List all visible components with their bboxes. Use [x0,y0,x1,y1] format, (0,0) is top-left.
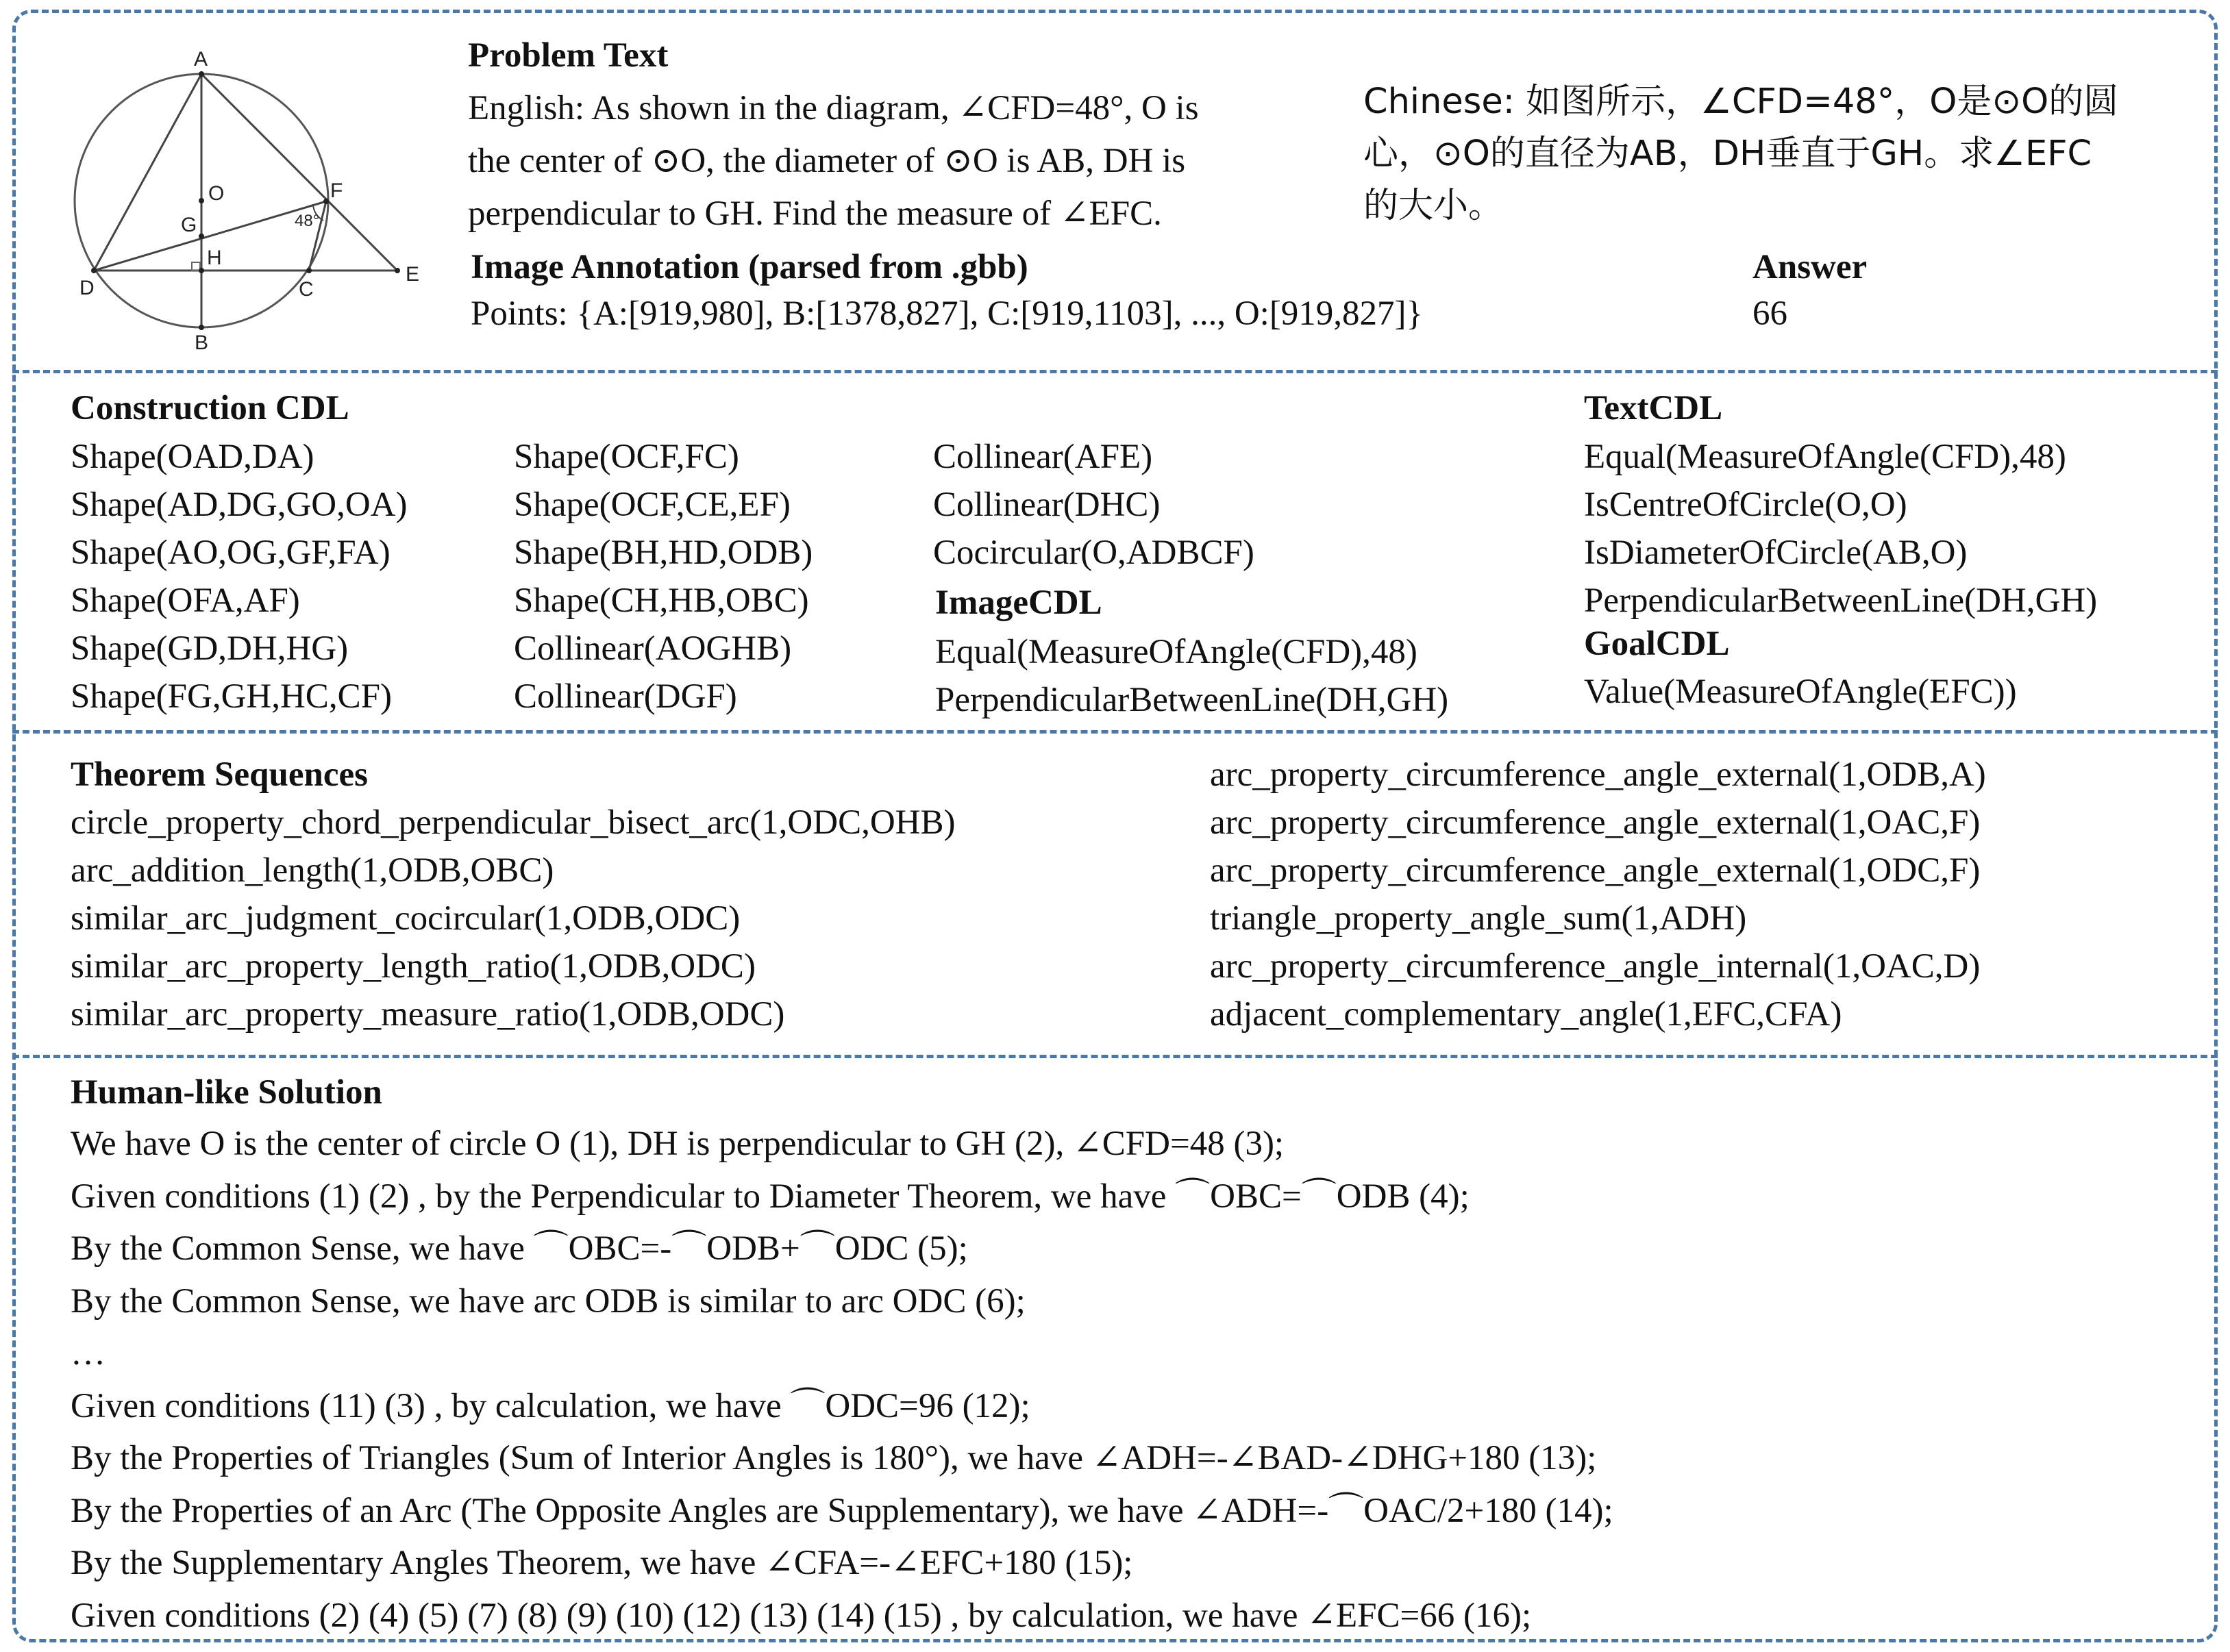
solution-line: … [71,1334,106,1373]
cdl-item: Shape(BH,HD,ODB) [514,534,813,572]
theorem-item: arc_addition_length(1,ODB,OBC) [71,851,554,890]
chinese-line: 的大小。 [1363,186,1504,226]
chinese-line: Chinese: 如图所示，∠CFD=48°，O是⊙O的圆 [1363,82,2119,122]
section-divider-1 [12,370,2218,373]
cdl-item: Equal(MeasureOfAngle(CFD),48) [1584,438,2066,476]
theorem-item: similar_arc_property_measure_ratio(1,ODB,ODC) [71,995,785,1034]
cdl-item: Shape(GD,DH,HG) [71,629,349,668]
cdl-item: Cocircular(O,ADBCF) [933,534,1254,572]
section-divider-2 [12,730,2218,734]
cdl-item: IsCentreOfCircle(O,O) [1584,486,1907,524]
annotation-text: Points: {A:[919,980], B:[1378,827], C:[919,1103], ..., O:[919,827]} [471,295,1424,333]
construction-col-2 [514,433,813,721]
solution-heading: Human-like Solution [71,1073,382,1112]
solution-line: We have O is the center of circle O (1), DH is perpendicular to GH (2), ∠CFD=48 (3); [71,1125,1285,1163]
theorem-item: similar_arc_property_length_ratio(1,ODB,ODC) [71,947,756,986]
cdl-item: Shape(FG,GH,HC,CF) [71,677,392,716]
solution-line: Given conditions (1) (2) , by the Perpendicular to Diameter Theorem, we have ⌒OBC=⌒ODB (4); [71,1177,1470,1216]
solution-line: By the Common Sense, we have ⌒OBC=-⌒ODB+⌒ODC (5); [71,1229,968,1268]
cdl-item: Collinear(AFE) [933,438,1153,476]
goal-cdl-items [1584,668,2017,716]
cdl-item: Collinear(DHC) [933,486,1161,524]
theorem-item: circle_property_chord_perpendicular_bisect_arc(1,ODC,OHB) [71,803,956,842]
label-h: H [207,247,222,269]
solution-line: By the Supplementary Angles Theorem, we have ∠CFA=-∠EFC+180 (15); [71,1544,1133,1582]
english-line: English: As shown in the diagram, ∠CFD=48°, O is [468,89,1199,127]
label-c: C [299,278,314,301]
text-cdl-items [1584,433,2097,625]
label-b: B [195,331,209,354]
right-angle-mark [192,262,200,271]
english-line: perpendicular to GH. Find the measure of ∠EFC. [468,195,1162,233]
cdl-item: Shape(OCF,FC) [514,438,739,476]
text-cdl-heading: TextCDL [1584,389,1723,427]
label-d: D [79,277,95,299]
label-o: O [208,182,225,205]
english-text [468,82,1199,240]
theorem-item: arc_property_circumference_angle_internal(1,OAC,D) [1210,947,1981,986]
section-divider-3 [12,1055,2218,1058]
problem-heading: Problem Text [468,36,669,75]
theorem-right-column [1210,751,1986,1038]
solution-line: By the Properties of Triangles (Sum of Interior Angles is 180°), we have ∠ADH=-∠BAD-∠DHG+180 (13); [71,1439,1597,1477]
cdl-item: Shape(AO,OG,GF,FA) [71,534,391,572]
theorem-item: adjacent_complementary_angle(1,EFC,CFA) [1210,995,1842,1034]
english-line: the center of ⊙O, the diameter of ⊙O is AB, DH is [468,142,1186,180]
theorem-heading: Theorem Sequences [71,755,368,794]
solution-line: Given conditions (2) (4) (5) (7) (8) (9) (10) (12) (13) (14) (15) , by calculation, we have ∠EFC=66 (16); [71,1596,1532,1635]
theorem-item: arc_property_circumference_angle_external(1,ODB,A) [1210,755,1986,794]
solution-lines [71,1118,1613,1642]
cdl-item: Collinear(DGF) [514,677,737,716]
angle-label: 48° [295,212,320,230]
construction-col-3 [933,433,1254,577]
cdl-item: PerpendicularBetweenLine(DH,GH) [1584,581,2098,620]
cdl-item: Shape(OFA,AF) [71,581,300,620]
solution-line: Given conditions (11) (3) , by calculation, we have ⌒ODC=96 (12); [71,1386,1030,1425]
cdl-item: Value(MeasureOfAngle(EFC)) [1584,673,2017,711]
image-cdl-heading: ImageCDL [935,584,1102,622]
label-a: A [194,48,208,71]
chinese-text [1363,76,2118,232]
annotation-heading: Image Annotation (parsed from .gbb) [471,248,1028,286]
label-g: G [181,214,197,236]
theorem-item: similar_arc_judgment_cocircular(1,ODB,ODC) [71,899,741,938]
theorem-item: arc_property_circumference_angle_external(1,OAC,F) [1210,803,1981,842]
cdl-item: Shape(AD,DG,GO,OA) [71,486,408,524]
chinese-line: 心，⊙O的直径为AB，DH垂直于GH。求∠EFC [1363,134,2092,174]
solution-line: By the Common Sense, we have arc ODB is similar to arc ODC (6); [71,1281,1026,1321]
answer-value: 66 [1752,295,1787,333]
cdl-item: Shape(OCF,CE,EF) [514,486,791,524]
cdl-item: Shape(CH,HB,OBC) [514,581,809,620]
cdl-item: Shape(OAD,DA) [71,438,314,476]
geometry-diagram [79,41,432,354]
construction-cdl-heading: Construction CDL [71,389,349,427]
cdl-item: IsDiameterOfCircle(AB,O) [1584,534,1968,572]
theorem-item: triangle_property_angle_sum(1,ADH) [1210,899,1747,938]
answer-heading: Answer [1752,248,1868,286]
construction-col-1 [71,433,408,721]
cdl-item: PerpendicularBetweenLine(DH,GH) [935,681,1449,719]
label-f: F [330,179,343,202]
goal-cdl-heading: GoalCDL [1584,625,1730,663]
theorem-item: arc_property_circumference_angle_external(1,ODC,F) [1210,851,1981,890]
label-e: E [406,263,420,286]
cdl-item: Collinear(AOGHB) [514,629,792,668]
theorem-left-column [71,799,956,1038]
cdl-item: Equal(MeasureOfAngle(CFD),48) [935,633,1417,671]
solution-line: By the Properties of an Arc (The Opposite Angles are Supplementary), we have ∠ADH=-⌒OAC/2+180 (14); [71,1491,1613,1530]
image-cdl-items [935,628,1448,724]
